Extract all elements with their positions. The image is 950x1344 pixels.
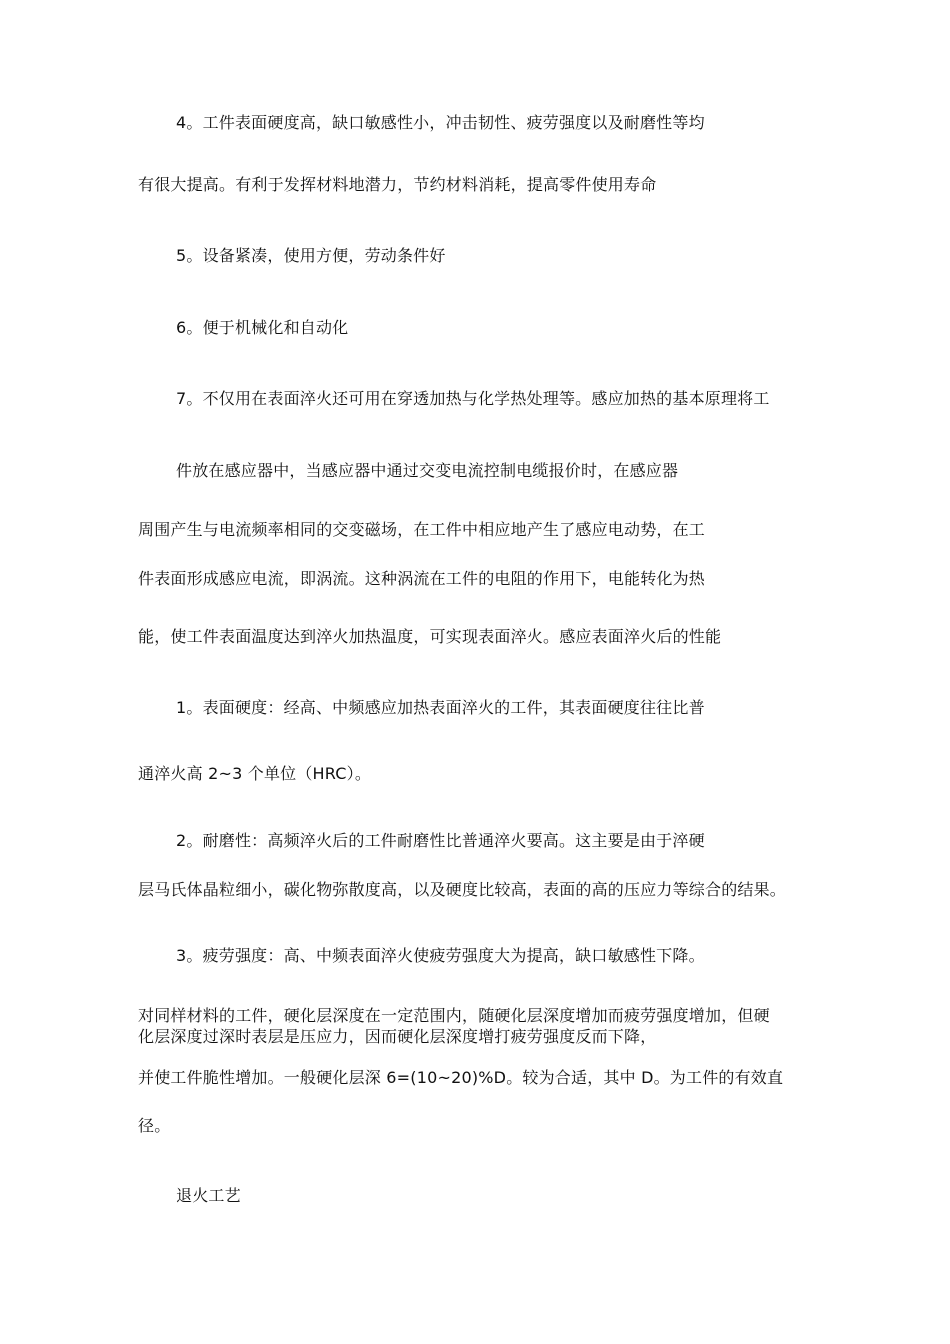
text-line-15: 对同样材料的工件，硬化层深度在一定范围内，随硬化层深度增加而疲劳强度增加，但硬 xyxy=(138,1006,770,1025)
text-line-6: 件放在感应器中，当感应器中通过交变电流控制电缆报价时，在感应器 xyxy=(176,461,679,480)
text-line-10: 1。表面硬度：经高、中频感应加热表面淬火的工件，其表面硬度往往比普 xyxy=(176,698,705,717)
text-line-2: 有很大提高。有利于发挥材料地潜力，节约材料消耗，提高零件使用寿命 xyxy=(138,175,657,194)
text-line-13: 层马氏体晶粒细小，碳化物弥散度高，以及硬度比较高，表面的高的压应力等综合的结果。 xyxy=(138,880,787,899)
text-line-3: 5。设备紧凑，使用方便，劳动条件好 xyxy=(176,246,446,265)
text-line-14: 3。疲劳强度：高、中频表面淬火使疲劳强度大为提高，缺口敏感性下降。 xyxy=(176,946,705,965)
text-line-16: 化层深度过深时表层是压应力，因而硬化层深度增打疲劳强度反而下降， xyxy=(138,1027,657,1046)
text-line-1: 4。工件表面硬度高，缺口敏感性小，冲击韧性、疲劳强度以及耐磨性等均 xyxy=(176,113,705,132)
text-line-4: 6。便于机械化和自动化 xyxy=(176,318,349,337)
text-line-7: 周围产生与电流频率相同的交变磁场，在工件中相应地产生了感应电动势，在工 xyxy=(138,520,706,539)
text-line-11: 通淬火高 2~3 个单位（HRC）。 xyxy=(138,764,372,783)
text-line-12: 2。耐磨性：高频淬火后的工件耐磨性比普通淬火要高。这主要是由于淬硬 xyxy=(176,831,705,850)
text-line-17: 并使工件脆性增加。一般硬化层深 6=(10~20)%D。较为合适，其中 D。为工件的有效直 xyxy=(138,1068,784,1087)
text-line-18: 径。 xyxy=(138,1116,171,1135)
text-line-8: 件表面形成感应电流，即涡流。这种涡流在工件的电阻的作用下，电能转化为热 xyxy=(138,569,706,588)
text-line-9: 能，使工件表面温度达到淬火加热温度，可实现表面淬火。感应表面淬火后的性能 xyxy=(138,627,722,646)
section-heading: 退火工艺 xyxy=(176,1186,241,1205)
text-line-5: 7。不仅用在表面淬火还可用在穿透加热与化学热处理等。感应加热的基本原理将工 xyxy=(176,389,770,408)
